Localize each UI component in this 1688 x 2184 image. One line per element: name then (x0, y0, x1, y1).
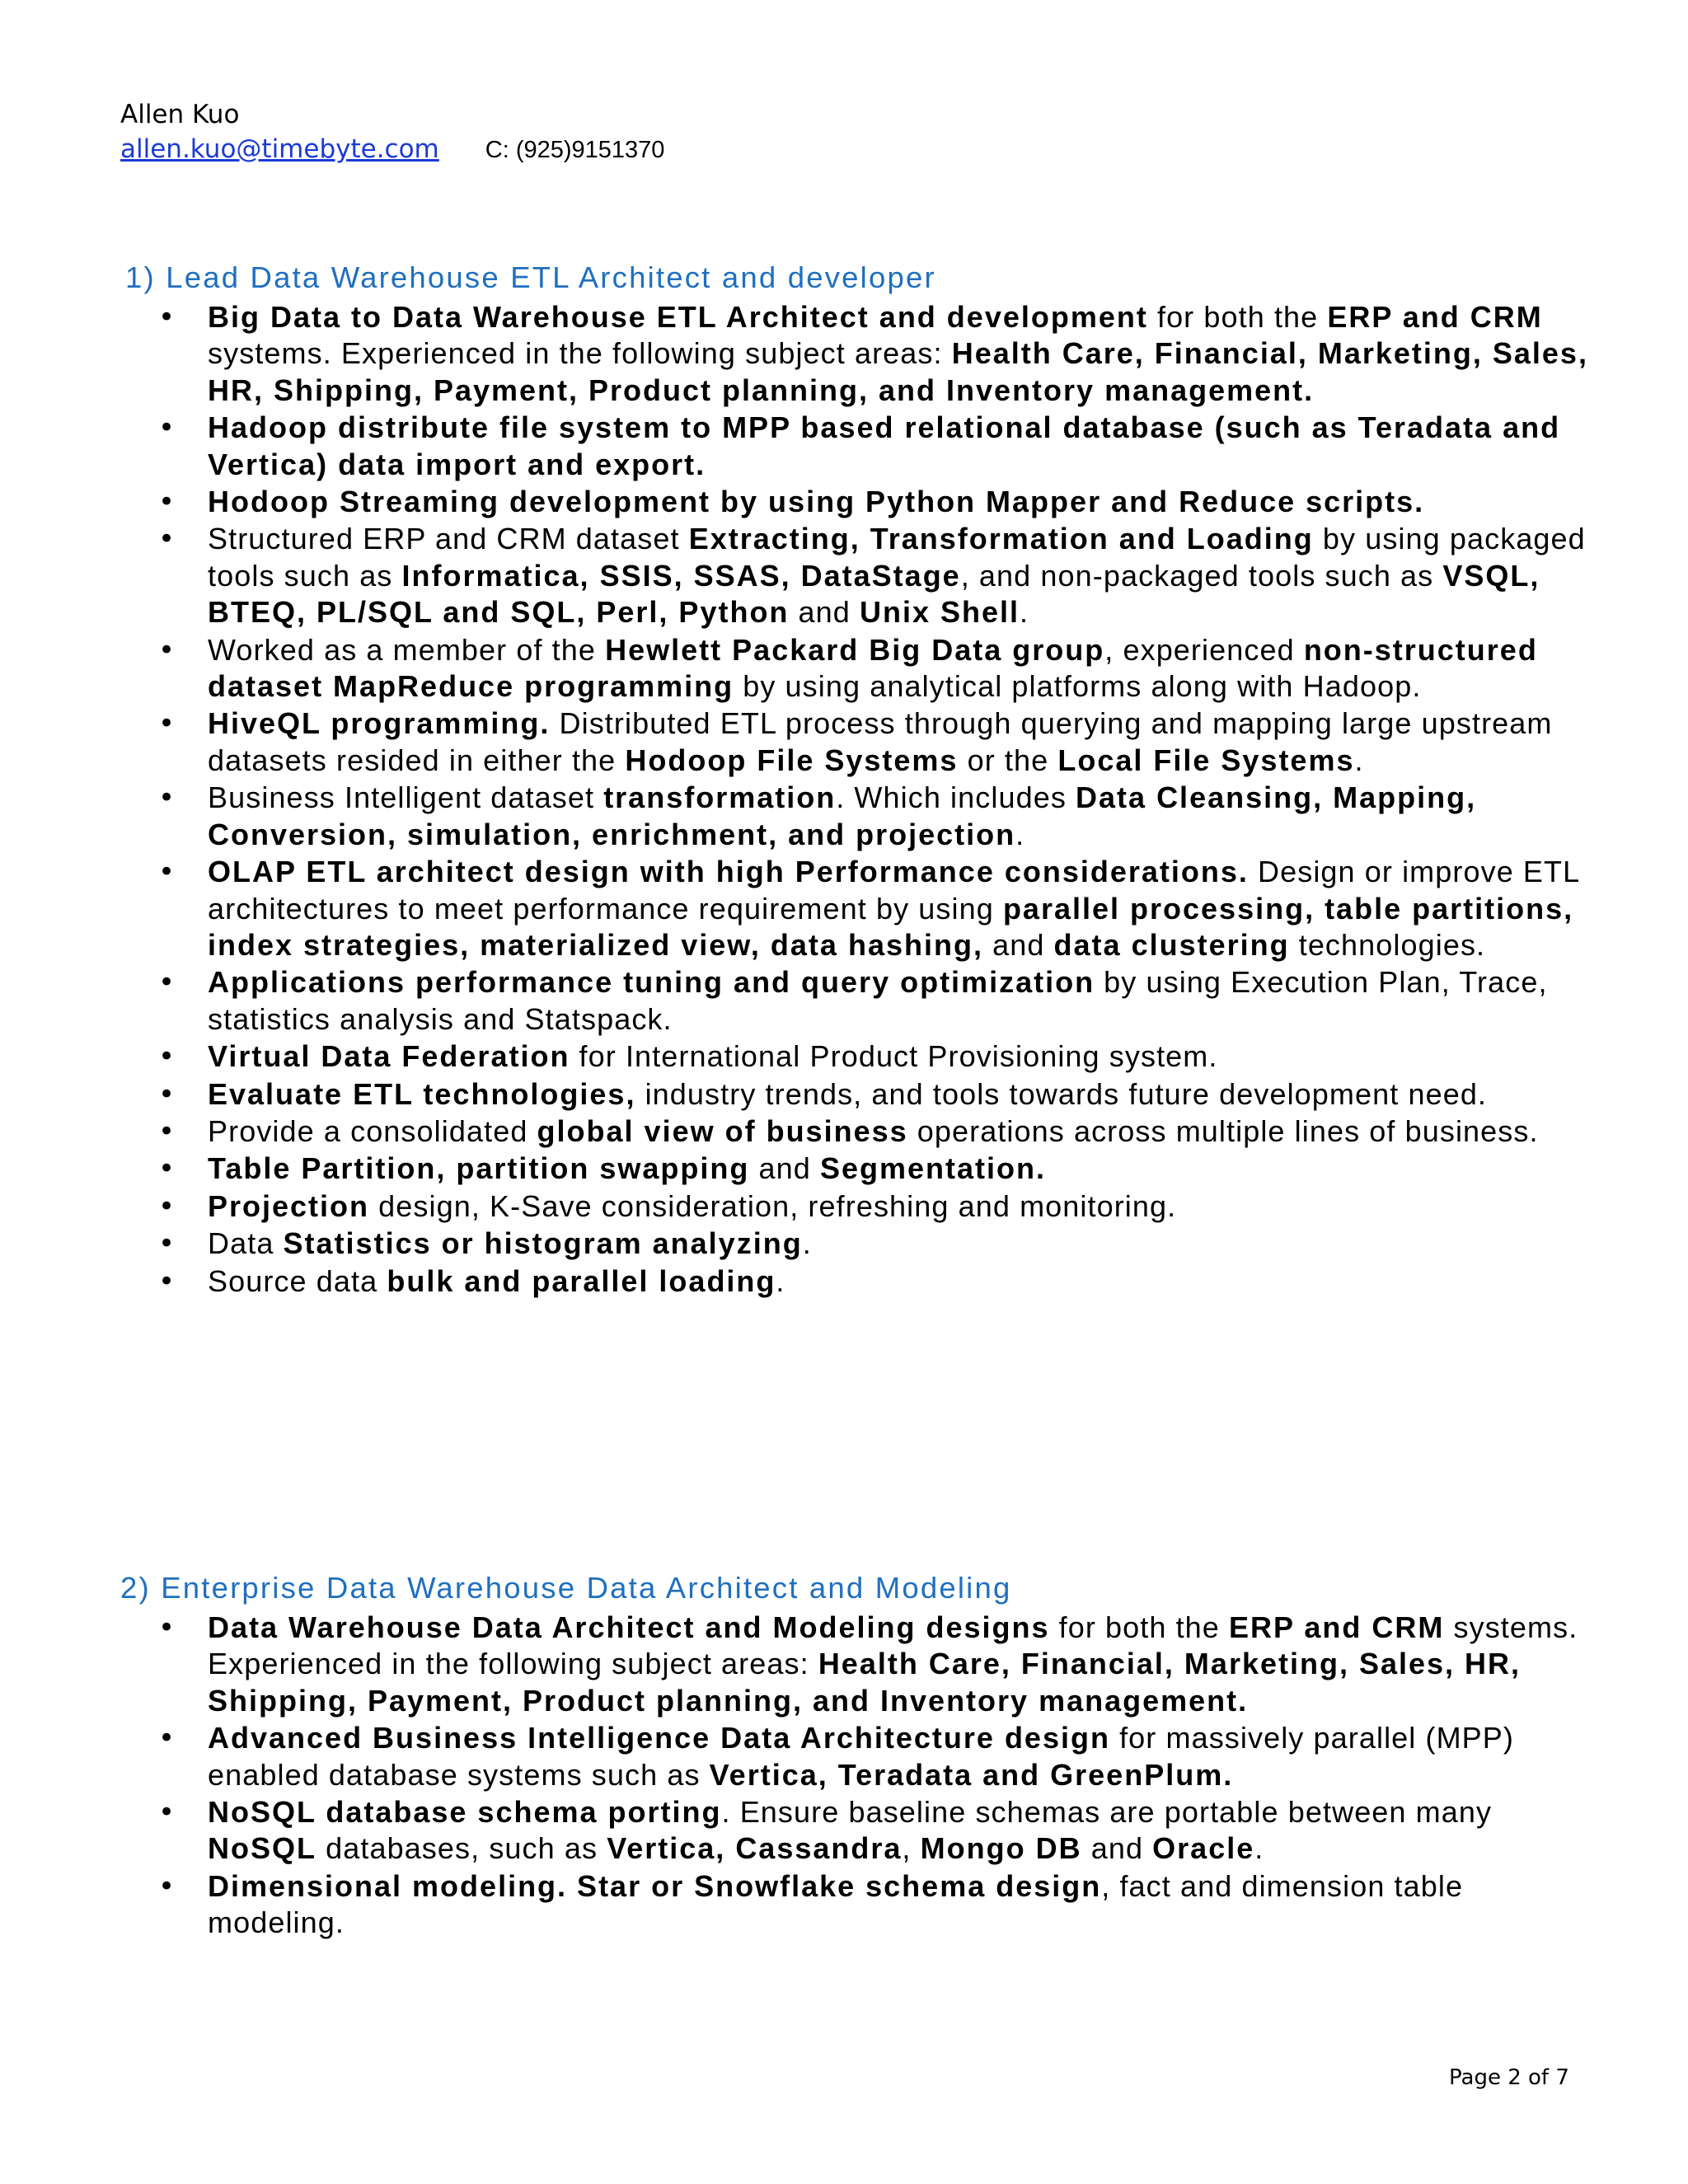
bullet-item: • OLAP ETL architect design with high Performance considerations. Design or improve ETL architectures to meet performance requirement by using parallel processing, table partitions, index strategies, materialized view, data hashing, and data clustering technologies. (208, 854, 1592, 963)
phone-number: C: (925)9151370 (485, 137, 665, 163)
section-1-title: 1) Lead Data Warehouse ETL Architect and developer (125, 260, 936, 294)
contact-header (120, 97, 664, 167)
bullet-item: • Provide a consolidated global view of business operations across multiple lines of business. (208, 1113, 1592, 1150)
bullet-item: • Table Partition, partition swapping and Segmentation. (208, 1151, 1592, 1187)
bullet-item: • Structured ERP and CRM dataset Extracting, Transformation and Loading by using packaged tools such as Informatica, SSIS, SSAS, DataStage, and non-packaged tools such as VSQL, BTEQ, PL/SQL and SQL, Perl, Python and Unix Shell. (208, 521, 1592, 630)
bullet-item: • Evaluate ETL technologies, industry trends, and tools towards future development need. (208, 1076, 1592, 1113)
bullet-item: • Business Intelligent dataset transformation. Which includes Data Cleansing, Mapping, Conversion, simulation, enrichment, and projection. (208, 780, 1592, 853)
candidate-name: Allen Kuo (120, 100, 240, 129)
email-link[interactable]: allen.kuo@timebyte.com (120, 134, 439, 164)
page-number: Page 2 of 7 (1449, 2065, 1569, 2090)
section-2-bullets (208, 1610, 1592, 1943)
bullet-item: • NoSQL database schema porting. Ensure baseline schemas are portable between many NoSQL databases, such as Vertica, Cassandra, Mongo DB and Oracle. (208, 1794, 1592, 1868)
bullet-item: • Virtual Data Federation for International Product Provisioning system. (208, 1038, 1592, 1075)
bullet-item: • Worked as a member of the Hewlett Packard Big Data group, experienced non-structured dataset MapReduce programming by using analytical platforms along with Hadoop. (208, 632, 1592, 705)
section-1-bullets (208, 299, 1592, 1301)
bullet-item: • Source data bulk and parallel loading. (208, 1263, 1592, 1300)
bullet-item: • Advanced Business Intelligence Data Architecture design for massively parallel (MPP) enabled database systems such as Vertica, Teradata and GreenPlum. (208, 1720, 1592, 1793)
bullet-item: • Data Warehouse Data Architect and Modeling designs for both the ERP and CRM systems. Experienced in the following subject areas: Health Care, Financial, Marketing, Sales, HR, Shipping, Payment, Product planning, and Inventory management. (208, 1610, 1592, 1719)
bullet-item: • HiveQL programming. Distributed ETL process through querying and mapping large upstream datasets resided in either the Hodoop File Systems or the Local File Systems. (208, 705, 1592, 779)
bullet-item: • Data Statistics or histogram analyzing. (208, 1226, 1592, 1262)
contact-line (120, 132, 664, 167)
bullet-item: • Big Data to Data Warehouse ETL Architect and development for both the ERP and CRM systems. Experienced in the following subject areas: Health Care, Financial, Marketing, Sales, HR, Shipping, Payment, Product planning, and Inventory management. (208, 299, 1592, 409)
bullet-item: • Dimensional modeling. Star or Snowflake schema design, fact and dimension table modeling. (208, 1868, 1592, 1942)
bullet-item: • Hodoop Streaming development by using Python Mapper and Reduce scripts. (208, 484, 1592, 520)
bullet-item: • Applications performance tuning and query optimization by using Execution Plan, Trace, statistics analysis and Statspack. (208, 964, 1592, 1038)
bullet-item: • Hadoop distribute file system to MPP based relational database (such as Teradata and Vertica) data import and export. (208, 410, 1592, 483)
section-2-title: 2) Enterprise Data Warehouse Data Architect and Modeling (120, 1571, 1012, 1605)
bullet-item: • Projection design, K-Save consideration, refreshing and monitoring. (208, 1188, 1592, 1225)
